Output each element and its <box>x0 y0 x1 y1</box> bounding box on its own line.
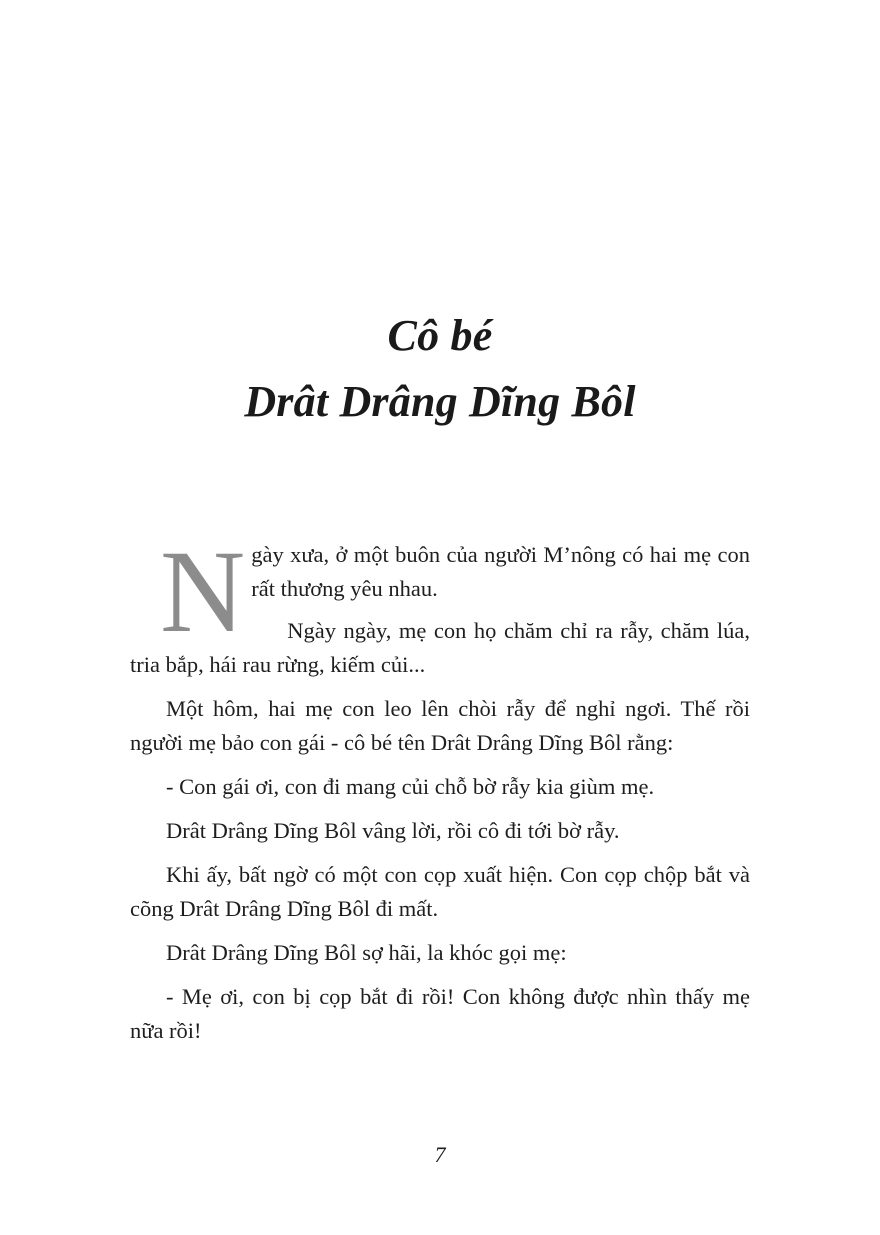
paragraph: Khi ấy, bất ngờ có một con cọp xuất hiện. Con cọp chộp bắt và cõng Drât Drâng Dĩng Bôl đi mất. <box>130 862 750 921</box>
story-body <box>130 526 750 1058</box>
paragraph: Một hôm, hai mẹ con leo lên chòi rẫy để nghỉ ngơi. Thế rồi người mẹ bảo con gái - cô bé tên Drât Drâng Dĩng Bôl rằng: <box>130 696 750 755</box>
story-title-line-1: Cô bé <box>387 311 493 360</box>
dialogue-paragraph: - Mẹ ơi, con bị cọp bắt đi rồi! Con không được nhìn thấy mẹ nữa rồi! <box>130 984 750 1043</box>
drop-cap: N <box>160 526 246 657</box>
dialogue-paragraph: - Con gái ơi, con đi mang củi chỗ bờ rẫy kia giùm mẹ. <box>166 774 655 799</box>
page-number: 7 <box>434 1142 446 1167</box>
opening-paragraph-text: gày xưa, ở một buôn của người M’nông có hai mẹ con rất thương yêu nhau. <box>251 542 750 601</box>
story-title-line-2: Drât Drâng Dĩng Bôl <box>244 377 636 426</box>
paragraph: Drât Drâng Dĩng Bôl sợ hãi, la khóc gọi mẹ: <box>166 940 567 965</box>
paragraph: Ngày ngày, mẹ con họ chăm chỉ ra rẫy, chăm lúa, tria bắp, hái rau rừng, kiếm củi... <box>130 618 750 677</box>
paragraph: Drât Drâng Dĩng Bôl vâng lời, rồi cô đi tới bờ rẫy. <box>166 818 620 843</box>
